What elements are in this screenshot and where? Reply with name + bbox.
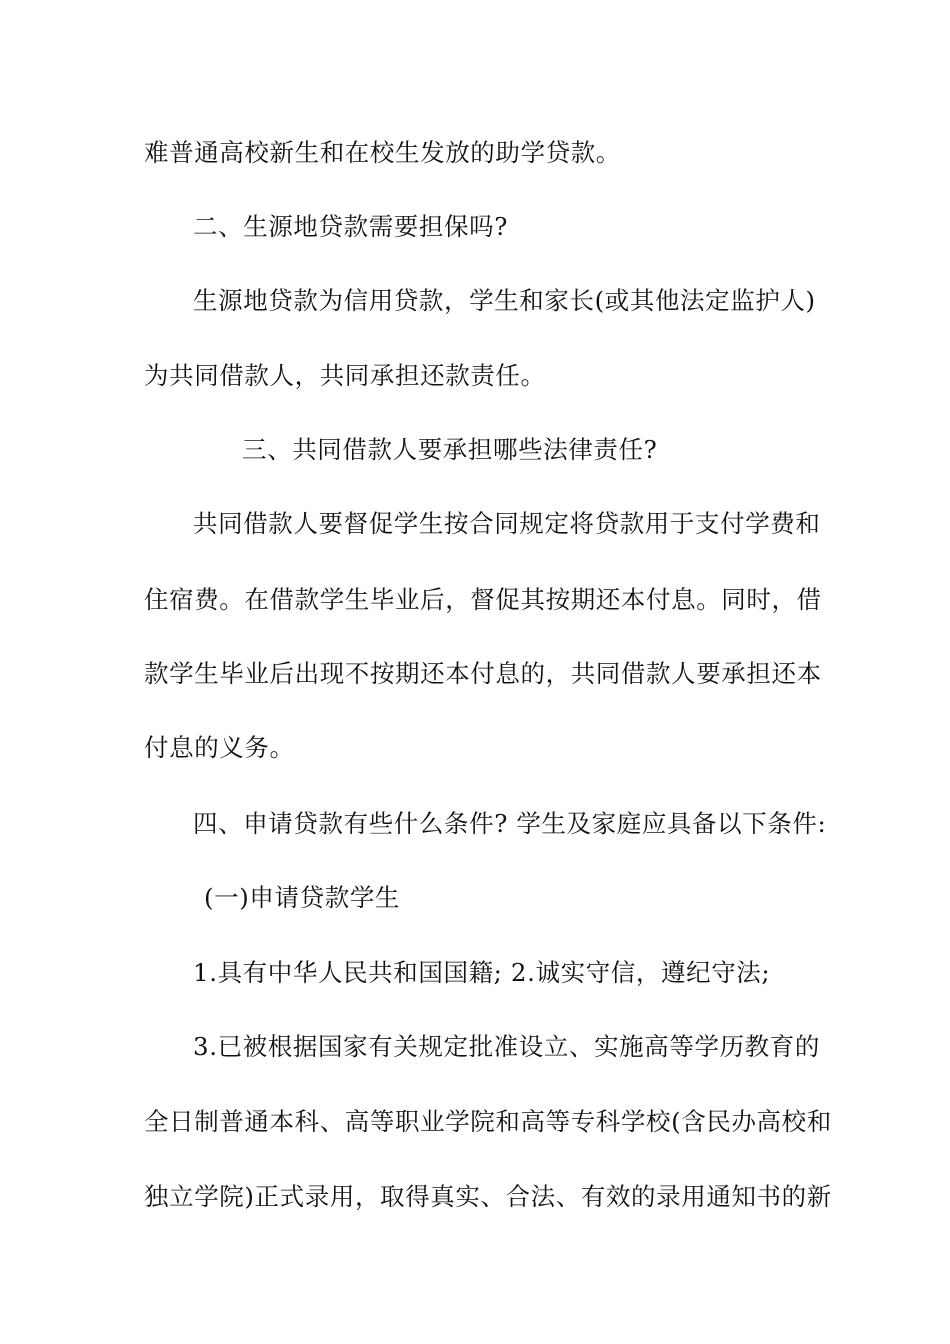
- section-heading-2: 二、生源地贷款需要担保吗?: [193, 212, 508, 241]
- paragraph-line-1: 生源地贷款为信用贷款，学生和家长(或其他法定监护人): [193, 286, 816, 315]
- list-item-3-line-3: 独立学院)正式录用，取得真实、合法、有效的录用通知书的新: [144, 1182, 832, 1211]
- paragraph-line-5: 款学生毕业后出现不按期还本付息的，共同借款人要承担还本: [144, 659, 822, 688]
- section-heading-3: 三、共同借款人要承担哪些法律责任?: [242, 435, 658, 464]
- list-item-3-line-2: 全日制普通本科、高等职业学院和高等专科学校(含民办高校和: [144, 1107, 832, 1136]
- paragraph-line-2: 为共同借款人，共同承担还款责任。: [144, 361, 546, 390]
- paragraph-line-3: 共同借款人要督促学生按合同规定将贷款用于支付学费和: [193, 509, 821, 538]
- text-line-1: 难普通高校新生和在校生发放的助学贷款。: [144, 138, 621, 167]
- list-item-1-2: 1.具有中华人民共和国国籍; 2.诚实守信，遵纪守法;: [193, 958, 771, 987]
- section-heading-4: 四、申请贷款有些什么条件? 学生及家庭应具备以下条件:: [193, 809, 827, 838]
- paragraph-line-4: 住宿费。在借款学生毕业后，督促其按期还本付息。同时，借: [144, 585, 822, 614]
- subsection-heading: (一)申请贷款学生: [204, 883, 401, 912]
- list-item-3-line-1: 3.已被根据国家有关规定批准设立、实施高等学历教育的: [193, 1032, 820, 1061]
- paragraph-line-6: 付息的义务。: [144, 733, 295, 762]
